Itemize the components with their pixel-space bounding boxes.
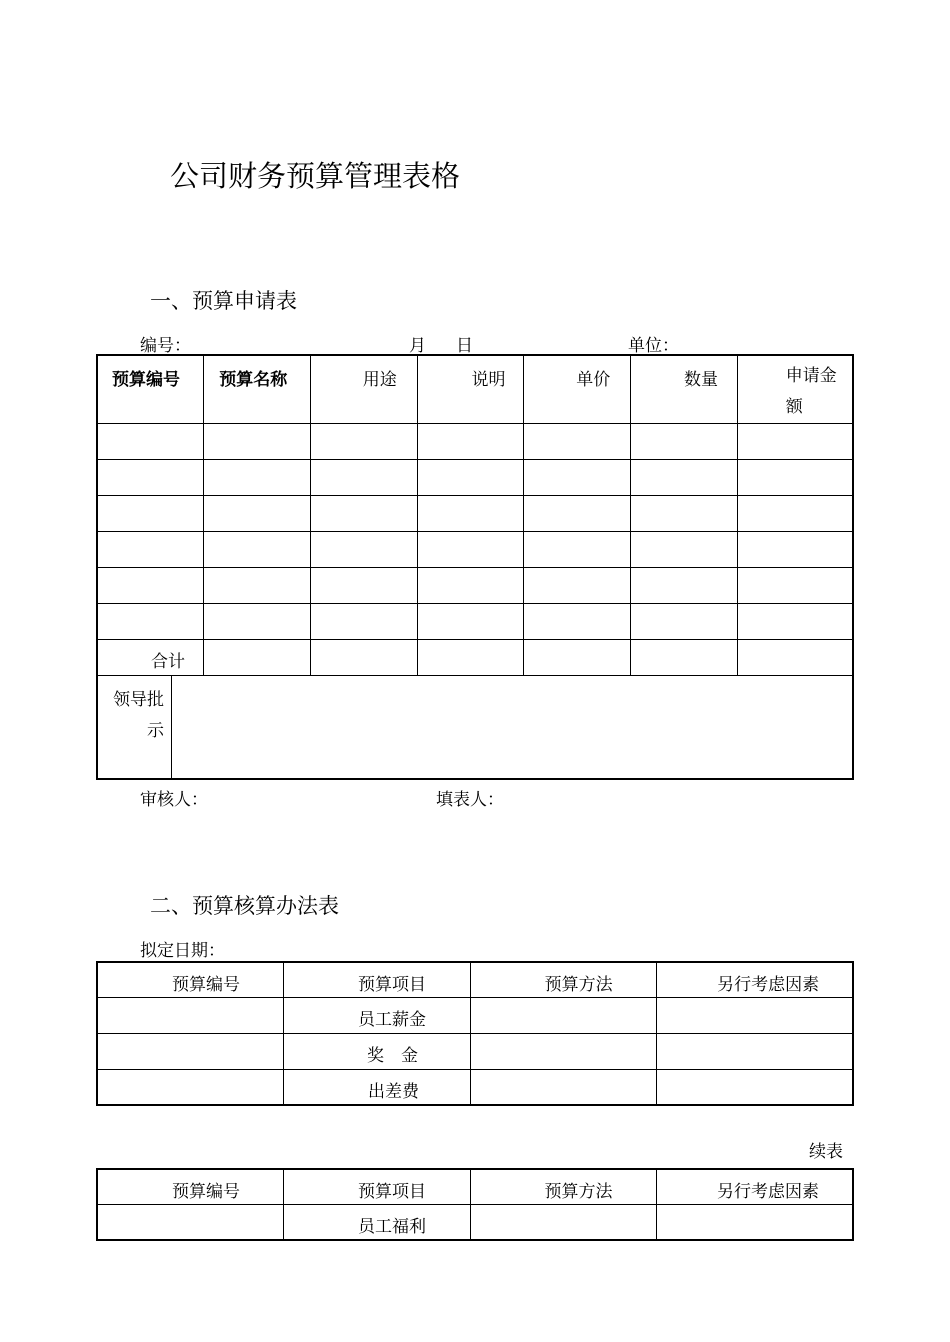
header-cell: 预算名称 [204,355,311,424]
table-header-row [97,355,853,424]
budget-application-table [96,354,854,780]
item-cell [284,1204,471,1240]
header-cell: 数量 [631,355,738,424]
table-cell[interactable] [310,568,417,604]
table-cell[interactable] [737,640,853,676]
table-cell[interactable] [737,496,853,532]
table-cell[interactable] [310,532,417,568]
table-cell[interactable] [524,568,631,604]
table-row [97,1204,853,1240]
table-row [97,568,853,604]
table-cell[interactable] [97,532,204,568]
header-cell: 预算编号 [97,355,204,424]
header-cell: 预算项目 [283,962,470,997]
table-cell[interactable] [204,496,311,532]
section1-heading: 一、预算申请表 [150,289,297,313]
table-cell[interactable] [470,1033,656,1069]
table-cell[interactable] [524,424,631,460]
table-cell[interactable] [737,568,853,604]
item-cell [283,1033,470,1069]
table-cell[interactable] [204,424,311,460]
header-cell: 预算方法 [470,1169,657,1204]
table-row [97,1033,853,1069]
table-cell[interactable] [310,424,417,460]
item-cell [283,997,470,1033]
table-cell[interactable] [97,1069,283,1105]
header-cell: 另行考虑因素 [657,1169,853,1204]
total-label: 合计 [151,652,185,672]
table-cell[interactable] [470,997,656,1033]
table-cell[interactable] [470,1069,656,1105]
table-row [97,424,853,460]
approval-cell [97,676,853,779]
approval-input[interactable] [172,676,852,779]
table-cell[interactable] [737,424,853,460]
header-cell: 用途 [310,355,417,424]
table-cell[interactable] [204,604,311,640]
table-cell[interactable] [417,424,524,460]
table-cell[interactable] [524,532,631,568]
page-title: 公司财务预算管理表格 [170,159,461,193]
section2-heading: 二、预算核算办法表 [150,894,339,918]
table-cell[interactable] [97,496,204,532]
table-cell[interactable] [417,568,524,604]
table-cell[interactable] [737,604,853,640]
table-row [97,997,853,1033]
table-cell[interactable] [204,568,311,604]
header-cell: 申请金额 [737,355,853,424]
table-cell[interactable] [631,460,738,496]
serial-label: 编号： [140,336,191,356]
table-header-row [97,962,853,997]
table-cell[interactable] [417,460,524,496]
table-cell[interactable] [417,496,524,532]
budget-method-table-continued [96,1168,854,1241]
table-row [97,1069,853,1105]
item-label: 员工福利 [358,1216,427,1237]
table-cell[interactable] [524,460,631,496]
table-cell[interactable] [524,604,631,640]
table-cell[interactable] [631,532,738,568]
item-label: 员工薪金 [357,1009,426,1030]
table-cell[interactable] [417,640,524,676]
continued-label: 续表 [809,1142,843,1162]
table-cell[interactable] [97,604,204,640]
table-cell[interactable] [97,424,204,460]
table-cell[interactable] [470,1204,657,1240]
unit-label: 单位： [628,336,679,356]
total-row [97,640,853,676]
reviewer-label: 审核人： [140,790,208,810]
header-cell: 预算编号 [97,1169,284,1204]
day-label: 日 [456,336,473,356]
table-cell[interactable] [417,532,524,568]
table-cell[interactable] [631,604,738,640]
table-cell[interactable] [417,604,524,640]
table-cell[interactable] [657,997,853,1033]
table-cell[interactable] [97,997,283,1033]
table-cell[interactable] [524,640,631,676]
table-cell[interactable] [657,1033,853,1069]
table-cell[interactable] [97,460,204,496]
table-cell[interactable] [310,604,417,640]
header-cell: 预算项目 [284,1169,471,1204]
table-cell[interactable] [657,1069,853,1105]
item-label: 奖 金 [366,1045,418,1066]
table-header-row [97,1169,853,1204]
draft-date-label: 拟定日期： [140,941,225,961]
table-cell[interactable] [631,496,738,532]
item-label: 出差费 [367,1081,419,1102]
table-cell[interactable] [310,460,417,496]
header-cell: 单价 [524,355,631,424]
table-cell[interactable] [657,1204,853,1240]
header-cell: 预算编号 [97,962,283,997]
table-row [97,496,853,532]
approval-label-box [98,676,172,779]
preparer-label: 填表人： [436,790,504,810]
table-cell[interactable] [204,460,311,496]
table-cell[interactable] [737,460,853,496]
table-row [97,460,853,496]
table-cell[interactable] [97,1204,284,1240]
table-cell[interactable] [310,496,417,532]
table-cell[interactable] [631,640,738,676]
table-cell[interactable] [737,532,853,568]
header-cell: 预算方法 [470,962,656,997]
header-cell: 另行考虑因素 [657,962,853,997]
month-label: 月 [409,336,426,356]
item-cell [283,1069,470,1105]
table-cell[interactable] [204,640,311,676]
table-row [97,604,853,640]
approval-label: 领导批示 [113,690,164,741]
table-cell[interactable] [631,568,738,604]
table-cell[interactable] [204,532,311,568]
table-cell[interactable] [310,640,417,676]
table-row [97,532,853,568]
table-cell[interactable] [524,496,631,532]
total-label-cell [97,640,204,676]
approval-row [97,676,853,779]
table-cell[interactable] [97,1033,283,1069]
table-cell[interactable] [631,424,738,460]
budget-method-table [96,961,854,1106]
header-cell: 说明 [417,355,524,424]
table-cell[interactable] [97,568,204,604]
